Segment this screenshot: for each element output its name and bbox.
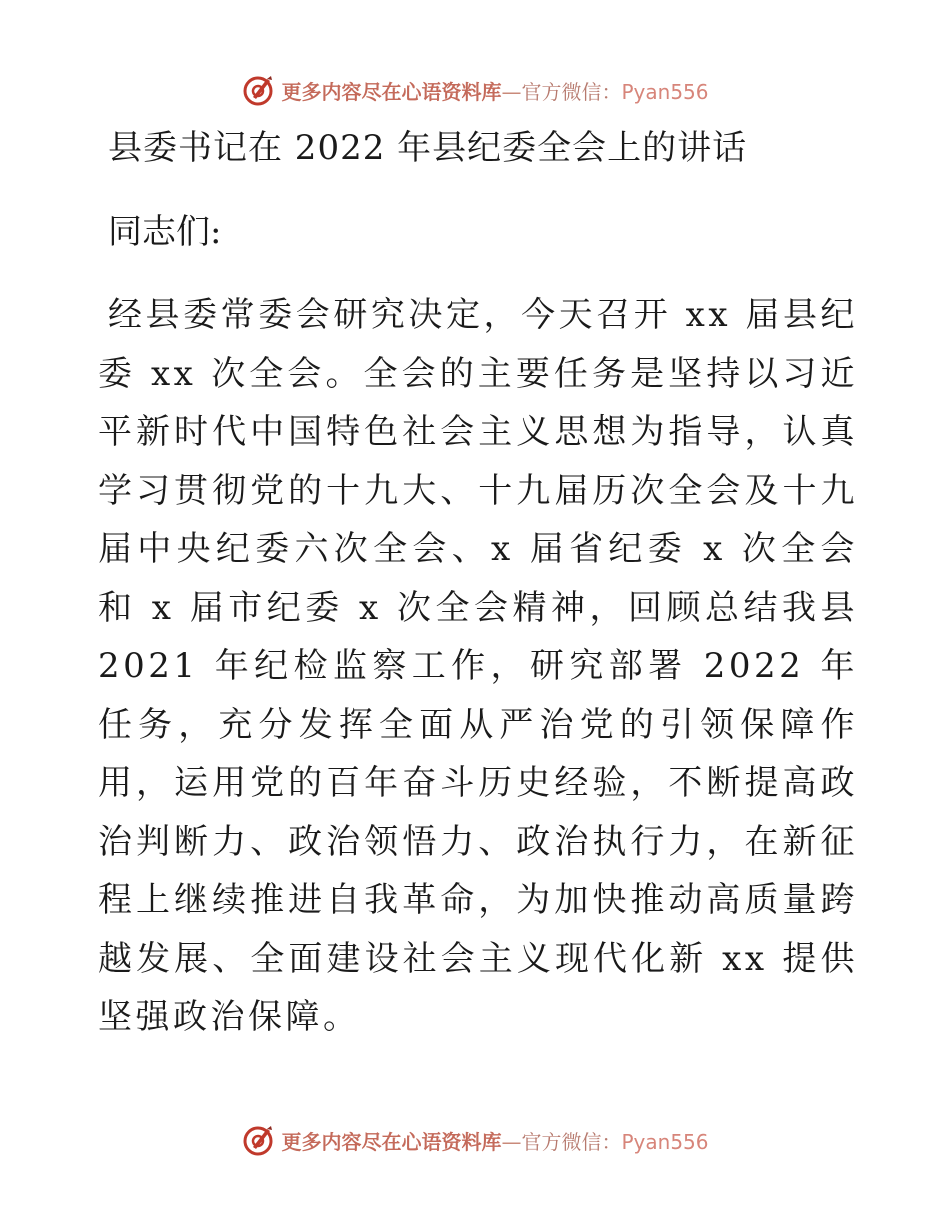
quill-logo-icon [241,73,275,107]
watermark-main-text: 更多内容尽在心语资料库 [281,79,502,104]
watermark-dash: — [501,79,522,104]
quill-logo-icon [241,1123,275,1157]
salutation: 同志们: [108,212,222,252]
watermark-wechat-id: Pyan556 [621,79,709,104]
document-body [98,120,858,1047]
watermark-dash: — [501,1129,522,1154]
watermark-wechat-id: Pyan556 [621,1129,709,1154]
footer-watermark [0,1120,950,1160]
watermark-wechat-label: 官方微信： [521,1129,622,1154]
watermark-main-text: 更多内容尽在心语资料库 [281,1129,502,1154]
body-paragraph: 经县委常委会研究决定，今天召开 xx 届县纪委 xx 次全会。全会的主要任务是坚持以习近平新时代中国特色社会主义思想为指导，认真学习贯彻党的十九大、十九届历次全会及十九届中央纪委六次全会、x 届省纪委 x 次全会和 x 届市纪委 x 次全会精神，回顾总结我县 2021 年纪检监察工作，研究部署 2022 年任务，充分发挥全面从严治党的引领保障作用，运用党的百年奋斗历史经验，不断提高政治判断力、政治领悟力、政治执行力，在新征程上继续推进自我革命，为加快推动高质量跨越发展、全面建设社会主义现代化新 xx 提供坚强政治保障。 [98,295,858,1037]
header-watermark [0,70,950,110]
document-title: 县委书记在 2022 年县纪委全会上的讲话 [108,128,748,168]
watermark-wechat-label: 官方微信： [521,79,622,104]
watermark-text [281,1126,708,1155]
watermark-text [281,76,708,105]
